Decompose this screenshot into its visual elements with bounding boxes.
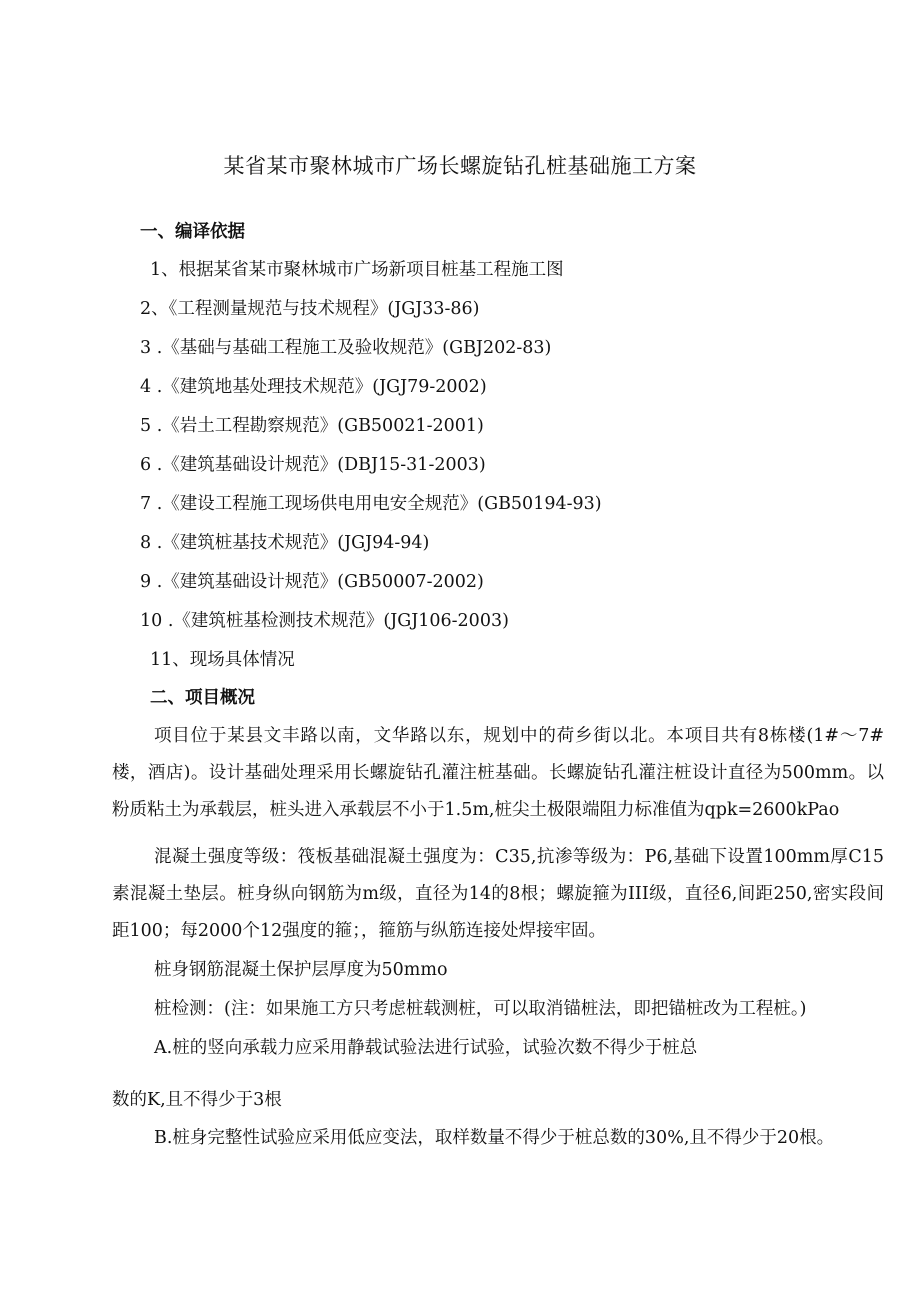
reference-item: 1、根据某省某市聚林城市广场新项目桩基工程施工图 — [150, 260, 564, 280]
reference-item: 11、现场具体情况 — [150, 650, 295, 670]
paragraph-concrete — [112, 839, 884, 950]
section-heading-basis: 一、编译依据 — [140, 222, 245, 242]
reference-item: 8 .《建筑桩基技术规范》(JGJ94-94) — [140, 533, 430, 553]
reference-item: 7 .《建设工程施工现场供电用电安全规范》(GB50194-93) — [140, 494, 602, 514]
reference-item: 6 .《建筑基础设计规范》(DBJ15-31-2003) — [140, 455, 486, 475]
paragraph-test-a: A.桩的竖向承载力应采用静载试验法进行试验，试验次数不得少于桩总 — [154, 1038, 698, 1058]
section-heading-overview: 二、项目概况 — [150, 688, 255, 708]
paragraph-text: 项目位于某县文丰路以南，文华路以东，规划中的荷乡街以北。本项目共有8栋楼(1#〜7#楼，酒店)。设计基础处理采用长螺旋钻孔灌注桩基础。长螺旋钻孔灌注桩设计直径为500mm。以粉质粘土为承载层，桩头进入承载层不小于1.5m,桩尖土极限端阻力标准值为qpk=2600kPao — [112, 726, 884, 820]
paragraph-cover: 桩身钢筋混凝土保护层厚度为50mmo — [154, 960, 448, 980]
paragraph-overview — [112, 718, 884, 829]
paragraph-text: B.桩身完整性试验应采用低应变法，取样数量不得少于桩总数的30%,且不得少于20根。 — [154, 1128, 835, 1148]
reference-item: 4 .《建筑地基处理技术规范》(JGJ79-2002) — [140, 377, 487, 397]
document-title: 某省某市聚林城市广场长螺旋钻孔桩基础施工方案 — [223, 154, 697, 178]
paragraph-inspection: 桩检测：(注：如果施工方只考虑桩载测桩，可以取消锚桩法，即把锚桩改为工程桩。) — [154, 999, 807, 1019]
reference-item: 5 .《岩土工程勘察规范》(GB50021-2001) — [140, 416, 484, 436]
paragraph-text: 混凝土强度等级：筏板基础混凝土强度为：C35,抗渗等级为：P6,基础下设置100mm厚C15素混凝土垫层。桩身纵向钢筋为m级，直径为14的8根；螺旋箍为III级，直径6,间距250,密实段间距100；每2000个12强度的箍；，箍筋与纵筋连接处焊接牢固。 — [112, 847, 884, 941]
paragraph-test-b — [112, 1120, 884, 1157]
paragraph-test-a-cont: 数的K,且不得少于3根 — [112, 1090, 282, 1110]
reference-item: 2、《工程测量规范与技术规程》(JGJ33-86) — [140, 299, 480, 319]
reference-item: 10 .《建筑桩基检测技术规范》(JGJ106-2003) — [140, 611, 509, 631]
reference-item: 9 .《建筑基础设计规范》(GB50007-2002) — [140, 572, 484, 592]
reference-item: 3 .《基础与基础工程施工及验收规范》(GBJ202-83) — [140, 338, 552, 358]
